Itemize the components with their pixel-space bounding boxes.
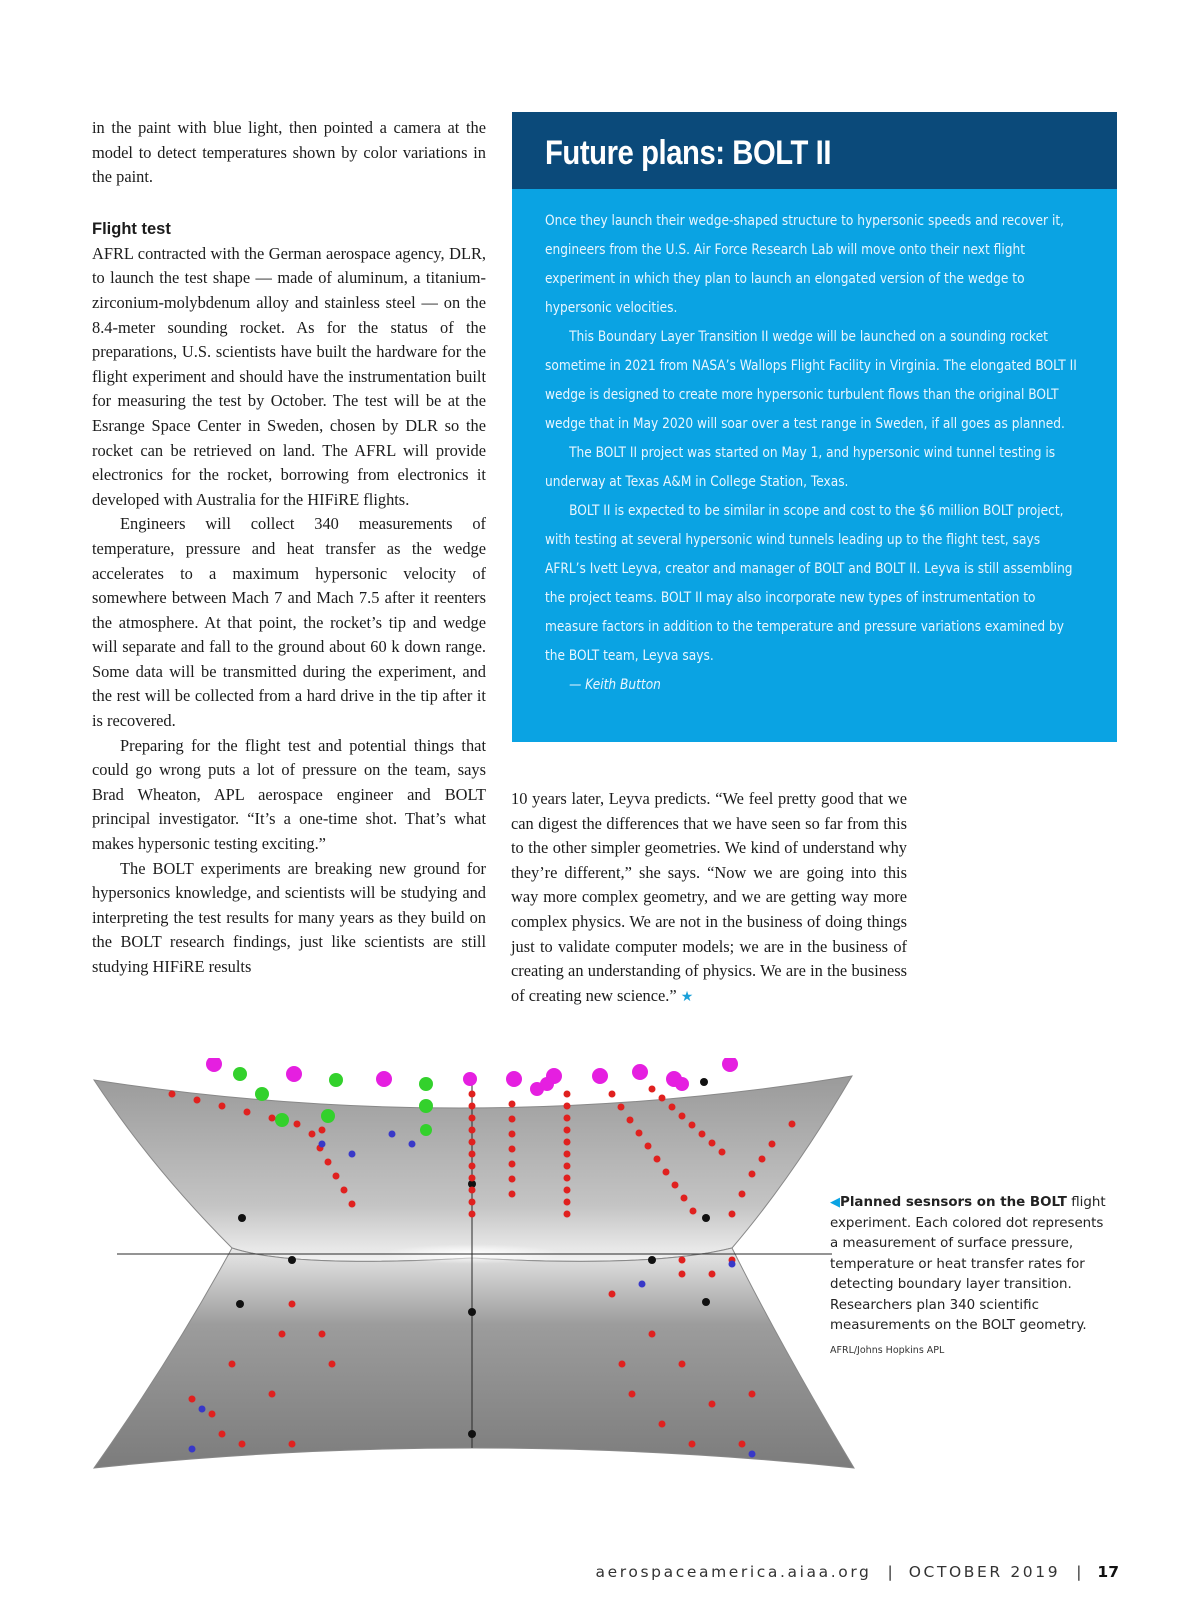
sensor-dot-blue [749,1451,756,1458]
sensor-dot-red [654,1156,661,1163]
sensor-dot-red [469,1211,476,1218]
sensor-dot-magenta [286,1066,302,1082]
end-star-icon: ★ [680,989,694,1005]
sensor-dot-green [420,1124,432,1136]
sidebar-byline: — Keith Button [569,677,661,693]
sensor-dot-black [288,1256,296,1264]
sensor-dot-magenta [463,1072,477,1086]
caption-text: flight experiment. Each colored dot represents a measurement of surface pressure, temperature or heat transfer rates for detecting boundary layer transition. Researchers plan 340 scientific measurements on the BOLT geometry. [830,1195,1106,1333]
sensor-dot-blue [199,1406,206,1413]
sensor-dot-red [699,1131,706,1138]
sensor-dot-red [269,1115,276,1122]
sensor-dot-magenta [632,1064,648,1080]
article-paragraph-intro: in the paint with blue light, then pointed a camera at the model to detect temperatures shown by color variations in the paint. [92,118,486,187]
sensor-dot-red [349,1201,356,1208]
sensor-dot-red [509,1191,516,1198]
sensor-dot-magenta [722,1058,738,1072]
sensor-dot-magenta [206,1058,222,1072]
sensor-dot-red [469,1187,476,1194]
article-paragraph: AFRL contracted with the German aerospace agency, DLR, to launch the test shape — made of aluminum, a titanium-zirconium-molybdenum alloy and stainless steel — on the 8.4-meter sounding rocket. As for the status of the preparations, U.S. scientists have built the hardware for the flight experiment and should have the instrumentation built for measuring the test by October. The test will be at the Esrange Space Center in Sweden, chosen by DLR so the rocket can be retrieved on land. The AFRL will provide electronics for the rocket, borrowing from electronics it developed with Australia for the HIFiRE flights. [92,243,486,509]
article-paragraph: The BOLT experiments are breaking new ground for hypersonics knowledge, and scientists will be studying and interpreting the test results for many years as they build on the BOLT research findings, just like scientists are still studying HIFiRE results [92,858,486,976]
sensor-dot-green [233,1067,247,1081]
sensor-dot-red [325,1159,332,1166]
sensor-dot-red [469,1115,476,1122]
sensor-dot-green [419,1077,433,1091]
footer-divider: | [887,1563,893,1581]
article-left-column [92,116,486,980]
sensor-dot-magenta [376,1071,392,1087]
sensor-dot-magenta [592,1068,608,1084]
sensor-dot-magenta [540,1077,554,1091]
sensor-dot-red [319,1127,326,1134]
sensor-dot-blue [319,1141,326,1148]
sensor-dot-magenta [675,1077,689,1091]
sensor-dot-red [279,1331,286,1338]
sensor-dot-red [309,1131,316,1138]
page-footer [0,1563,1119,1581]
sensor-dot-red [564,1127,571,1134]
sensor-dot-red [469,1151,476,1158]
sensor-dot-red [679,1113,686,1120]
sensor-dot-green [321,1109,335,1123]
sensor-dot-red [294,1121,301,1128]
sensor-dot-red [469,1103,476,1110]
sensor-dot-blue [349,1151,356,1158]
sensor-dot-red [627,1117,634,1124]
sensor-dot-red [564,1091,571,1098]
sensor-dot-red [169,1091,176,1098]
sidebar-paragraph: BOLT II is expected to be similar in scope and cost to the $6 million BOLT project, with testing at several hypersonic wind tunnels leading up to the flight test, says AFRL’s Ivett Leyva, creator and manager of BOLT and BOLT II. Leyva is still assembling the project teams. BOLT II may also incorporate new types of instrumentation to measure factors in addition to the temperature and pressure variations examined by the BOLT team, Leyva says. [545,503,1073,664]
sensor-dot-green [275,1113,289,1127]
sensor-dot-red [659,1095,666,1102]
sensor-dot-red [618,1104,625,1111]
sensor-dot-red [759,1156,766,1163]
sensor-dot-red [659,1421,666,1428]
sensor-dot-red [509,1131,516,1138]
sensor-dot-red [645,1143,652,1150]
sensor-dot-red [469,1139,476,1146]
sensor-dot-red [679,1271,686,1278]
sensor-dot-red [209,1411,216,1418]
sensor-dot-red [469,1127,476,1134]
sensor-dot-red [629,1391,636,1398]
sensor-dot-red [672,1182,679,1189]
sensor-dot-red [649,1086,656,1093]
sensor-dot-blue [389,1131,396,1138]
sidebar-title-bar [512,112,1117,189]
sensor-dot-red [636,1130,643,1137]
sensor-dot-red [789,1121,796,1128]
sensor-dot-red [469,1175,476,1182]
sensor-dot-red [681,1195,688,1202]
sensor-dot-red [509,1176,516,1183]
sidebar-paragraph: The BOLT II project was started on May 1, and hypersonic wind tunnel testing is underway at Texas A&M in College Station, Texas. [545,445,1056,490]
article-paragraph: Engineers will collect 340 measurements of temperature, pressure and heat transfer as the wedge accelerates to a maximum hypersonic velocity of somewhere between Mach 7 and Mach 7.5 after it reenters the atmosphere. At that point, the rocket’s tip and wedge will separate and fall to the ground about 60 k down range. Some data will be transmitted during the experiment, and the rest will be collected from a hard drive in the tip after it is recovered. [92,514,486,731]
sensor-dot-red [469,1091,476,1098]
sensor-dot-black [702,1298,710,1306]
sensor-dot-red [509,1101,516,1108]
sensor-dot-red [219,1431,226,1438]
page-number: 17 [1097,1563,1119,1581]
sensor-dot-red [469,1199,476,1206]
sensor-dot-red [564,1115,571,1122]
sensor-dot-red [239,1441,246,1448]
sensor-dot-red [749,1391,756,1398]
sensor-dot-blue [409,1141,416,1148]
sensor-dot-red [564,1187,571,1194]
sensor-dot-red [669,1104,676,1111]
sidebar-body [512,189,1117,742]
sensor-dot-red [609,1291,616,1298]
sensor-dot-red [609,1091,616,1098]
sensor-dot-red [509,1116,516,1123]
sensor-dot-green [329,1073,343,1087]
sensor-dot-red [619,1361,626,1368]
sensor-dot-red [729,1211,736,1218]
sensor-dot-red [219,1103,226,1110]
sensor-dot-blue [729,1261,736,1268]
sensor-dot-red [564,1199,571,1206]
sensor-dot-red [564,1103,571,1110]
sensor-dot-black [238,1214,246,1222]
sensor-dot-red [564,1211,571,1218]
sensor-dot-red [341,1187,348,1194]
sensor-dot-red [709,1271,716,1278]
sensor-dot-red [739,1191,746,1198]
sidebar-paragraph: This Boundary Layer Transition II wedge will be launched on a sounding rocket sometime in 2021 from NASA’s Wallops Flight Facility in Virginia. The elongated BOLT II wedge is designed to create more hypersonic turbulent flows than the original BOLT wedge that in May 2020 will soar over a test range in Sweden, if all goes as planned. [545,329,1077,432]
sensor-dot-red [289,1441,296,1448]
figure-caption [830,1193,1110,1361]
sensor-dot-red [663,1169,670,1176]
sensor-dot-black [236,1300,244,1308]
sensor-dot-red [244,1109,251,1116]
sensor-dot-red [319,1331,326,1338]
sensor-dot-black [702,1214,710,1222]
section-heading-flight-test: Flight test [92,219,171,238]
sensor-dot-red [689,1441,696,1448]
sensor-dot-red [564,1163,571,1170]
sensor-dot-red [679,1361,686,1368]
sensor-dot-black [648,1256,656,1264]
sensor-dot-red [739,1441,746,1448]
sensor-dot-red [719,1149,726,1156]
article-middle-column [511,787,907,1010]
sensor-dot-red [289,1301,296,1308]
sensor-dot-magenta [506,1071,522,1087]
sensor-dot-black [468,1308,476,1316]
sensor-dot-red [649,1331,656,1338]
sidebar-future-plans [512,112,1117,742]
sensor-dot-red [469,1163,476,1170]
sensor-dot-red [509,1146,516,1153]
sensor-dot-red [229,1361,236,1368]
caption-credit: AFRL/Johns Hopkins APL [830,1344,945,1356]
sensor-dot-red [269,1391,276,1398]
sensor-dot-red [333,1173,340,1180]
sensor-dot-red [709,1140,716,1147]
sensor-dot-green [255,1087,269,1101]
article-paragraph: Preparing for the flight test and potential things that could go wrong puts a lot of pressure on the team, says Brad Wheaton, APL aerospace engineer and BOLT principal investigator. “It’s a one-time shot. That’s what makes hypersonic testing exciting.” [92,735,486,854]
sensor-dot-blue [639,1281,646,1288]
caption-arrow-icon: ◀ [830,1195,840,1210]
sensor-dot-red [689,1122,696,1129]
sensor-dot-red [509,1161,516,1168]
sensor-dot-red [194,1097,201,1104]
caption-lead: Planned sesnsors on the BOLT [840,1195,1067,1210]
footer-divider: | [1076,1563,1082,1581]
sensor-dot-red [709,1401,716,1408]
sensor-dot-red [769,1141,776,1148]
sidebar-title: Future plans: BOLT II [545,134,832,172]
sensor-dot-blue [189,1446,196,1453]
footer-issue: OCTOBER 2019 [908,1563,1061,1581]
article-paragraph-continued: 10 years later, Leyva predicts. “We feel pretty good that we can digest the differences that we have seen so far from this to the other simpler geometries. We kind of understand why they’re different,” she says. “Now we are going into this way more complex geometry, and we are getting way more complex physics. We are not in the business of doing things just to validate computer models; we are in the business of creating an understanding of physics. We are in the business of creating new science.” ★ [511,789,907,1005]
sensor-dot-black [468,1430,476,1438]
sensor-dot-red [564,1175,571,1182]
sensor-dot-red [564,1139,571,1146]
sensor-dot-green [419,1099,433,1113]
bolt-sensor-figure [92,1058,882,1528]
sensor-dot-red [690,1208,697,1215]
sensor-dot-red [329,1361,336,1368]
sensor-dot-red [679,1257,686,1264]
sensor-dot-red [564,1151,571,1158]
footer-site: aerospaceamerica.aiaa.org [595,1563,872,1581]
sensor-dot-black [700,1078,708,1086]
sidebar-paragraph: Once they launch their wedge-shaped structure to hypersonic speeds and recover it, engineers from the U.S. Air Force Research Lab will move onto their next flight experiment in which they plan to launch an elongated version of the wedge to hypersonic velocities. [545,213,1065,316]
sensor-dot-red [189,1396,196,1403]
sensor-dot-red [749,1171,756,1178]
